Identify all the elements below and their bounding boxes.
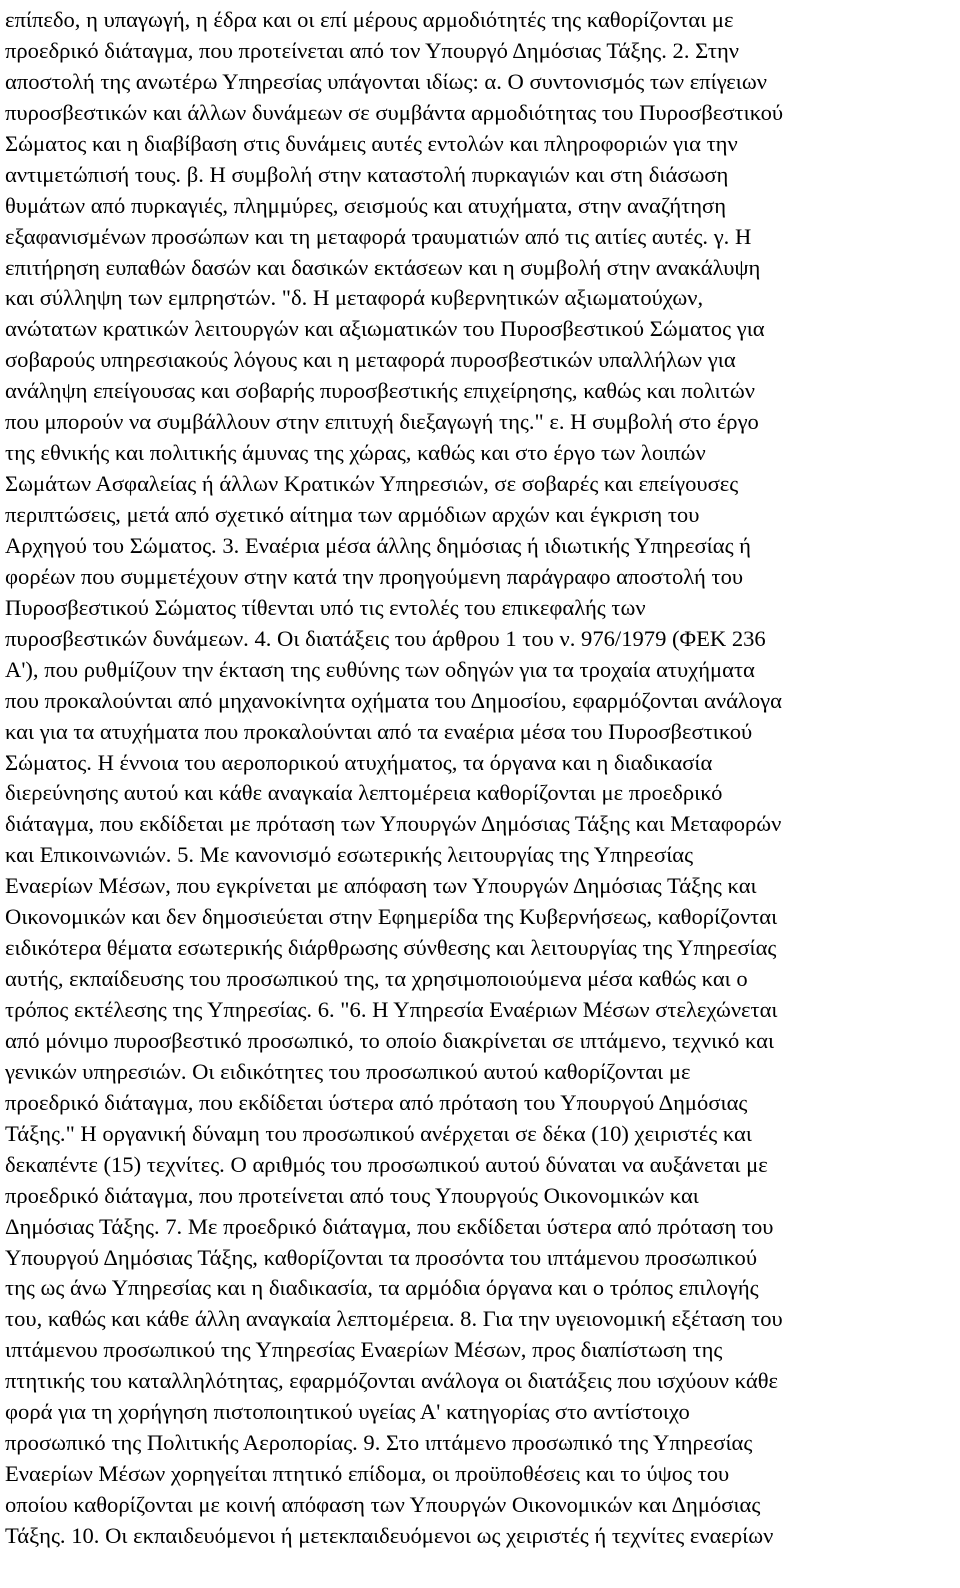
text-line: γενικών υπηρεσιών. Οι ειδικότητες του προσωπικού αυτού καθορίζονται με [5,1058,691,1084]
document-body-text [5,5,955,1552]
text-line: ανώτατων κρατικών λειτουργών και αξιωματικών του Πυροσβεστικού Σώματος για [5,316,765,342]
text-line: Εναερίων Μέσων, που εγκρίνεται με απόφαση των Υπουργών Δημόσιας Τάξης και [5,873,757,899]
text-line: Α'), που ρυθμίζουν την έκταση της ευθύνης των οδηγών για τα τροχαία ατυχήματα [5,656,755,682]
text-line: πυροσβεστικών και άλλων δυνάμεων σε συμβάντα αρμοδιότητας του Πυροσβεστικού [5,99,784,125]
text-line: προεδρικό διάταγμα, που προτείνεται από τον Υπουργό Δημόσιας Τάξης. 2. Στην [5,37,739,63]
text-line: Σωμάτων Ασφαλείας ή άλλων Κρατικών Υπηρεσιών, σε σοβαρές και επείγουσες [5,471,739,497]
text-line: Αρχηγού του Σώματος. 3. Εναέρια μέσα άλλης δημόσιας ή ιδιωτικής Υπηρεσίας ή [5,532,751,558]
text-line: που προκαλούνται από μηχανοκίνητα οχήματα του Δημοσίου, εφαρμόζονται ανάλογα [5,687,783,713]
text-line: που μπορούν να συμβάλλουν στην επιτυχή διεξαγωγή της." ε. Η συμβολή στο έργο [5,409,759,435]
text-line: του, καθώς και κάθε άλλη αναγκαία λεπτομέρεια. 8. Για την υγειονομική εξέταση του [5,1306,783,1332]
text-line: πυροσβεστικών δυνάμεων. 4. Οι διατάξεις του άρθρου 1 του ν. 976/1979 (ΦΕΚ 236 [5,625,766,651]
text-line: οποίου καθορίζονται με κοινή απόφαση των Υπουργών Οικονομικών και Δημόσιας [5,1492,761,1517]
text-line: προεδρικό διάταγμα, που προτείνεται από τους Υπουργούς Οικονομικών και [5,1182,699,1208]
text-line: Εναερίων Μέσων χορηγείται πτητικό επίδομα, οι προϋποθέσεις και το ύψος του [5,1461,730,1487]
text-line: επίπεδο, η υπαγωγή, η έδρα και οι επί μέρους αρμοδιότητές της καθορίζονται με [5,7,734,32]
text-line: επιτήρηση ευπαθών δασών και δασικών εκτάσεων και η συμβολή στην ανακάλυψη [5,254,761,280]
text-line: σοβαρούς υπηρεσιακούς λόγους και η μεταφορά πυροσβεστικών υπαλλήλων για [5,347,736,373]
text-line: φορέων που συμμετέχουν στην κατά την προηγούμενη παράγραφο αποστολή του [5,563,744,589]
text-line: περιπτώσεις, μετά από σχετικό αίτημα των αρμόδιων αρχών και έγκριση του [5,502,700,527]
text-line: θυμάτων από πυρκαγιές, πλημμύρες, σεισμούς και ατυχήματα, στην αναζήτηση [5,192,727,218]
text-line: τρόπος εκτέλεσης της Υπηρεσίας. 6. "6. Η Υπηρεσία Εναέριων Μέσων στελεχώνεται [5,997,778,1022]
text-line: της εθνικής και πολιτικής άμυνας της χώρας, καθώς και στο έργο των λοιπών [5,440,706,466]
text-line: από μόνιμο πυροσβεστικό προσωπικό, το οποίο διακρίνεται σε ιπτάμενο, τεχνικό και [5,1027,775,1053]
text-line: και για τα ατυχήματα που προκαλούνται από τα εναέρια μέσα του Πυροσβεστικού [5,718,753,744]
text-line: προεδρικό διάταγμα, που εκδίδεται ύστερα από πρόταση του Υπουργού Δημόσιας [5,1089,748,1115]
text-line: ειδικότερα θέματα εσωτερικής διάρθρωσης σύνθεσης και λειτουργίας της Υπηρεσίας [5,935,777,961]
text-line: ανάληψη επείγουσας και σοβαρής πυροσβεστικής επιχείρησης, καθώς και πολιτών [5,378,755,404]
text-line: αντιμετώπισή τους. β. Η συμβολή στην καταστολή πυρκαγιών και στη διάσωση [5,161,729,187]
text-line: και σύλληψη των εμπρηστών. "δ. Η μεταφορά κυβερνητικών αξιωματούχων, [5,285,704,311]
text-line: και Επικοινωνιών. 5. Με κανονισμό εσωτερικής λειτουργίας της Υπηρεσίας [5,842,694,868]
text-line: Σώματος. Η έννοια του αεροπορικού ατυχήματος, τα όργανα και η διαδικασία [5,749,713,775]
text-line: διάταγμα, που εκδίδεται με πρόταση των Υπουργών Δημόσιας Τάξης και Μεταφορών [5,811,782,837]
text-line: διερεύνησης αυτού και κάθε αναγκαία λεπτομέρεια καθορίζονται με προεδρικό [5,780,723,806]
text-line: της ως άνω Υπηρεσίας και η διαδικασία, τα αρμόδια όργανα και ο τρόπος επιλογής [5,1275,759,1301]
text-line: Πυροσβεστικού Σώματος τίθενται υπό τις εντολές του επικεφαλής των [5,594,646,620]
text-line: εξαφανισμένων προσώπων και τη μεταφορά τραυματιών από τις αιτίες αυτές. γ. Η [5,223,752,249]
text-line: δεκαπέντε (15) τεχνίτες. Ο αριθμός του προσωπικού αυτού δύναται να αυξάνεται με [5,1151,768,1177]
text-line: Δημόσιας Τάξης. 7. Με προεδρικό διάταγμα, που εκδίδεται ύστερα από πρόταση του [5,1213,774,1239]
text-line: προσωπικό της Πολιτικής Αεροπορίας. 9. Στο ιπτάμενο προσωπικό της Υπηρεσίας [5,1430,753,1456]
text-line: αυτής, εκπαίδευσης του προσωπικού της, τα χρησιμοποιούμενα μέσα καθώς και ο [5,966,748,992]
text-line: Τάξης. 10. Οι εκπαιδευόμενοι ή μετεκπαιδευόμενοι ως χειριστές ή τεχνίτες εναερίων [5,1522,774,1548]
text-line: Υπουργού Δημόσιας Τάξης, καθορίζονται τα προσόντα του ιπτάμενου προσωπικού [5,1244,758,1270]
text-line: Τάξης." Η οργανική δύναμη του προσωπικού ανέρχεται σε δέκα (10) χειριστές και [5,1120,752,1146]
text-line: Σώματος και η διαβίβαση στις δυνάμεις αυτές εντολών και πληροφοριών για την [5,130,738,156]
text-line: αποστολή της ανωτέρω Υπηρεσίας υπάγονται ιδίως: α. Ο συντονισμός των επίγειων [5,68,767,94]
text-line: πτητικής του καταλληλότητας, εφαρμόζονται ανάλογα οι διατάξεις που ισχύουν κάθε [5,1368,779,1394]
text-line: Οικονομικών και δεν δημοσιεύεται στην Εφημερίδα της Κυβερνήσεως, καθορίζονται [5,904,778,930]
text-line: ιπτάμενου προσωπικού της Υπηρεσίας Εναερίων Μέσων, προς διαπίστωση της [5,1337,723,1363]
text-line: φορά για τη χορήγηση πιστοποιητικού υγείας Α' κατηγορίας στο αντίστοιχο [5,1399,690,1425]
